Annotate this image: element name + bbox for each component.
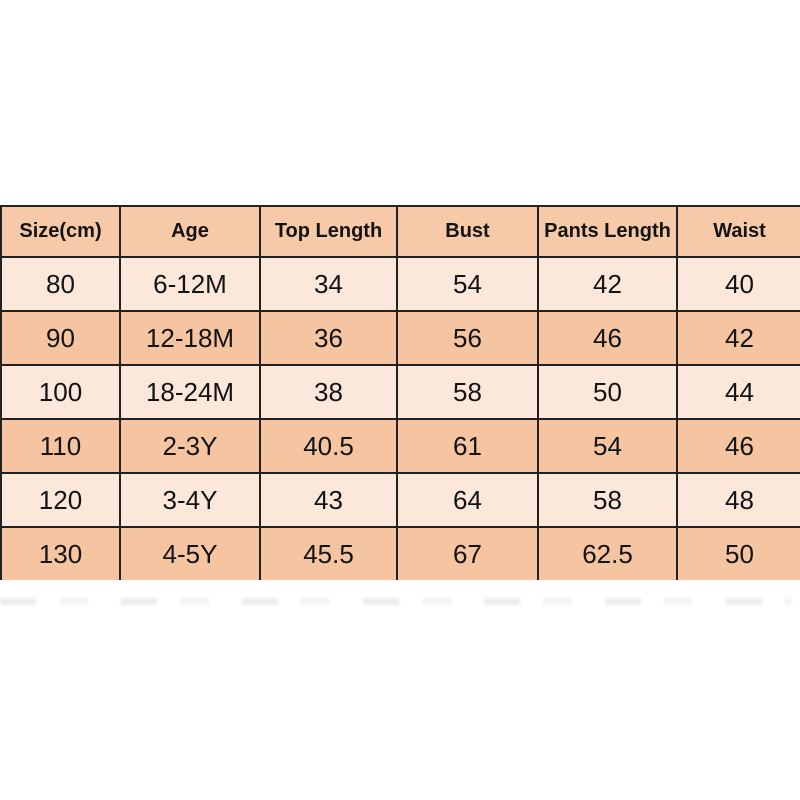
table-cell: 36: [260, 311, 397, 365]
column-header: Size(cm): [1, 206, 120, 257]
table-cell: 6-12M: [120, 257, 260, 311]
table-row: [1, 311, 800, 365]
compression-artifact: [0, 598, 792, 605]
table-cell: 56: [397, 311, 538, 365]
table-cell: 2-3Y: [120, 419, 260, 473]
table-cell: 42: [677, 311, 800, 365]
table-cell: 12-18M: [120, 311, 260, 365]
table-cell: 62.5: [538, 527, 677, 580]
table-cell: 50: [677, 527, 800, 580]
table-row: [1, 257, 800, 311]
table-cell: 58: [538, 473, 677, 527]
table-cell: 120: [1, 473, 120, 527]
column-header: Age: [120, 206, 260, 257]
table-cell: 3-4Y: [120, 473, 260, 527]
table-cell: 38: [260, 365, 397, 419]
header-row: [1, 206, 800, 257]
table-cell: 50: [538, 365, 677, 419]
table-cell: 48: [677, 473, 800, 527]
column-header: Pants Length: [538, 206, 677, 257]
table-cell: 43: [260, 473, 397, 527]
table-cell: 46: [677, 419, 800, 473]
table-cell: 4-5Y: [120, 527, 260, 580]
table-cell: 90: [1, 311, 120, 365]
table-cell: 40: [677, 257, 800, 311]
table-cell: 42: [538, 257, 677, 311]
table-cell: 54: [397, 257, 538, 311]
size-chart-table: [0, 205, 800, 580]
table-header: [1, 206, 800, 257]
table-row: [1, 527, 800, 580]
table-cell: 130: [1, 527, 120, 580]
table-cell: 64: [397, 473, 538, 527]
column-header: Waist: [677, 206, 800, 257]
table-cell: 45.5: [260, 527, 397, 580]
table-cell: 34: [260, 257, 397, 311]
table-cell: 80: [1, 257, 120, 311]
table-cell: 46: [538, 311, 677, 365]
column-header: Bust: [397, 206, 538, 257]
table-row: [1, 419, 800, 473]
table-cell: 110: [1, 419, 120, 473]
table-row: [1, 365, 800, 419]
table-cell: 100: [1, 365, 120, 419]
column-header: Top Length: [260, 206, 397, 257]
table-cell: 40.5: [260, 419, 397, 473]
table-cell: 61: [397, 419, 538, 473]
table-cell: 58: [397, 365, 538, 419]
table-cell: 44: [677, 365, 800, 419]
table-cell: 18-24M: [120, 365, 260, 419]
table-cell: 54: [538, 419, 677, 473]
table-row: [1, 473, 800, 527]
table-cell: 67: [397, 527, 538, 580]
table-body: [1, 257, 800, 580]
